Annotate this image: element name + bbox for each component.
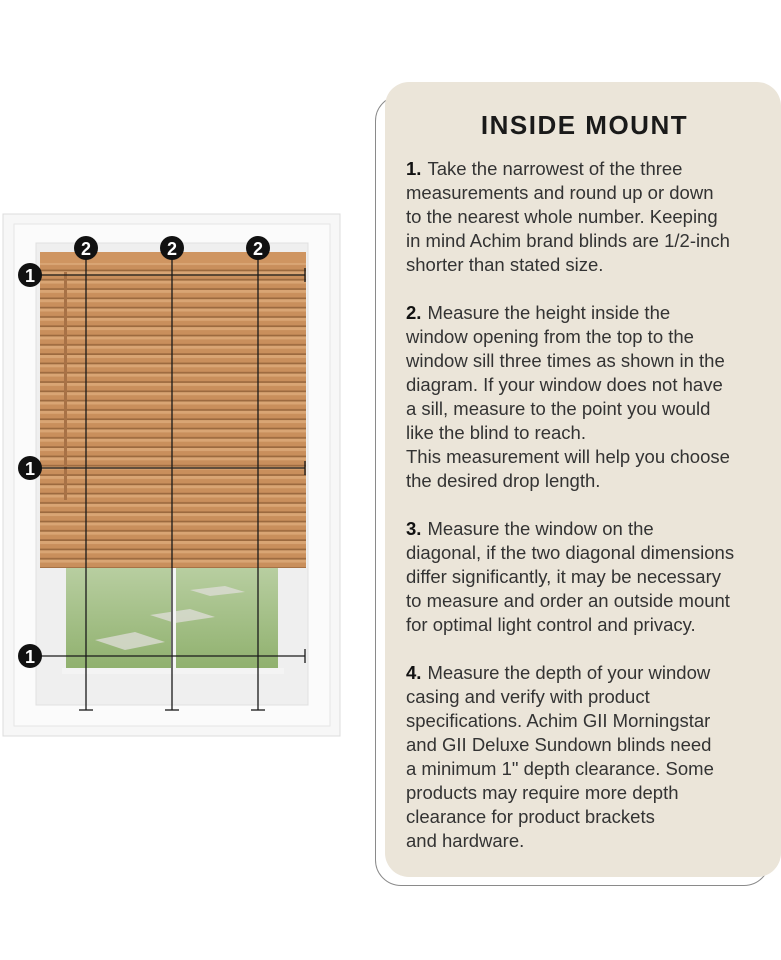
- height-marker: [246, 236, 270, 260]
- instructions-card: [385, 82, 781, 877]
- window-blind: [40, 252, 306, 568]
- step-line: and GII Deluxe Sundown blinds need: [406, 734, 712, 755]
- step-line: [406, 301, 771, 325]
- step-line: diagonal, if the two diagonal dimensions: [406, 542, 735, 563]
- step-line: a minimum 1" depth clearance. Some: [406, 758, 714, 779]
- step-line: products may require more depth: [406, 782, 679, 803]
- step-line: window sill three times as shown in the: [406, 350, 725, 371]
- svg-text:1: 1: [24, 647, 36, 667]
- svg-text:2: 2: [80, 239, 92, 259]
- step-line: in mind Achim brand blinds are 1/2-inch: [406, 230, 730, 251]
- step-line: This measurement will help you choose: [406, 446, 730, 467]
- step-line: a sill, measure to the point you would: [406, 398, 711, 419]
- step-number: 1.: [406, 158, 422, 179]
- step-line: clearance for product brackets: [406, 806, 655, 827]
- height-marker: [74, 236, 98, 260]
- instruction-step: [406, 301, 771, 493]
- step-line: the desired drop length.: [406, 470, 601, 491]
- step-line: [406, 157, 771, 181]
- width-marker: [18, 644, 42, 668]
- window-measurement-diagram: [0, 205, 350, 745]
- step-line: specifications. Achim GII Morningstar: [406, 710, 711, 731]
- step-line: diagram. If your window does not have: [406, 374, 723, 395]
- step-number: 4.: [406, 662, 422, 683]
- step-number: 3.: [406, 518, 422, 539]
- step-line: differ significantly, it may be necessary: [406, 566, 721, 587]
- svg-text:1: 1: [24, 266, 36, 286]
- step-line: like the blind to reach.: [406, 422, 586, 443]
- step-text: Measure the depth of your window: [427, 662, 711, 683]
- step-line: and hardware.: [406, 830, 525, 851]
- step-line: shorter than stated size.: [406, 254, 604, 275]
- step-text: Take the narrowest of the three: [427, 158, 683, 179]
- height-marker: [160, 236, 184, 260]
- step-number: 2.: [406, 302, 422, 323]
- step-line: [406, 661, 771, 685]
- step-line: measurements and round up or down: [406, 182, 714, 203]
- step-line: casing and verify with product: [406, 686, 650, 707]
- instruction-step: [406, 157, 771, 277]
- step-line: to measure and order an outside mount: [406, 590, 730, 611]
- width-marker: [18, 456, 42, 480]
- svg-text:1: 1: [24, 459, 36, 479]
- svg-text:2: 2: [166, 239, 178, 259]
- width-marker: [18, 263, 42, 287]
- step-line: window opening from the top to the: [406, 326, 694, 347]
- step-line: [406, 517, 771, 541]
- step-text: Measure the window on the: [427, 518, 654, 539]
- steps-list: [406, 157, 771, 853]
- svg-text:2: 2: [252, 239, 264, 259]
- step-text: Measure the height inside the: [427, 302, 671, 323]
- step-line: for optimal light control and privacy.: [406, 614, 696, 635]
- instruction-step: [406, 661, 771, 853]
- card-title: INSIDE MOUNT: [480, 110, 689, 140]
- step-line: to the nearest whole number. Keeping: [406, 206, 718, 227]
- instruction-step: [406, 517, 771, 637]
